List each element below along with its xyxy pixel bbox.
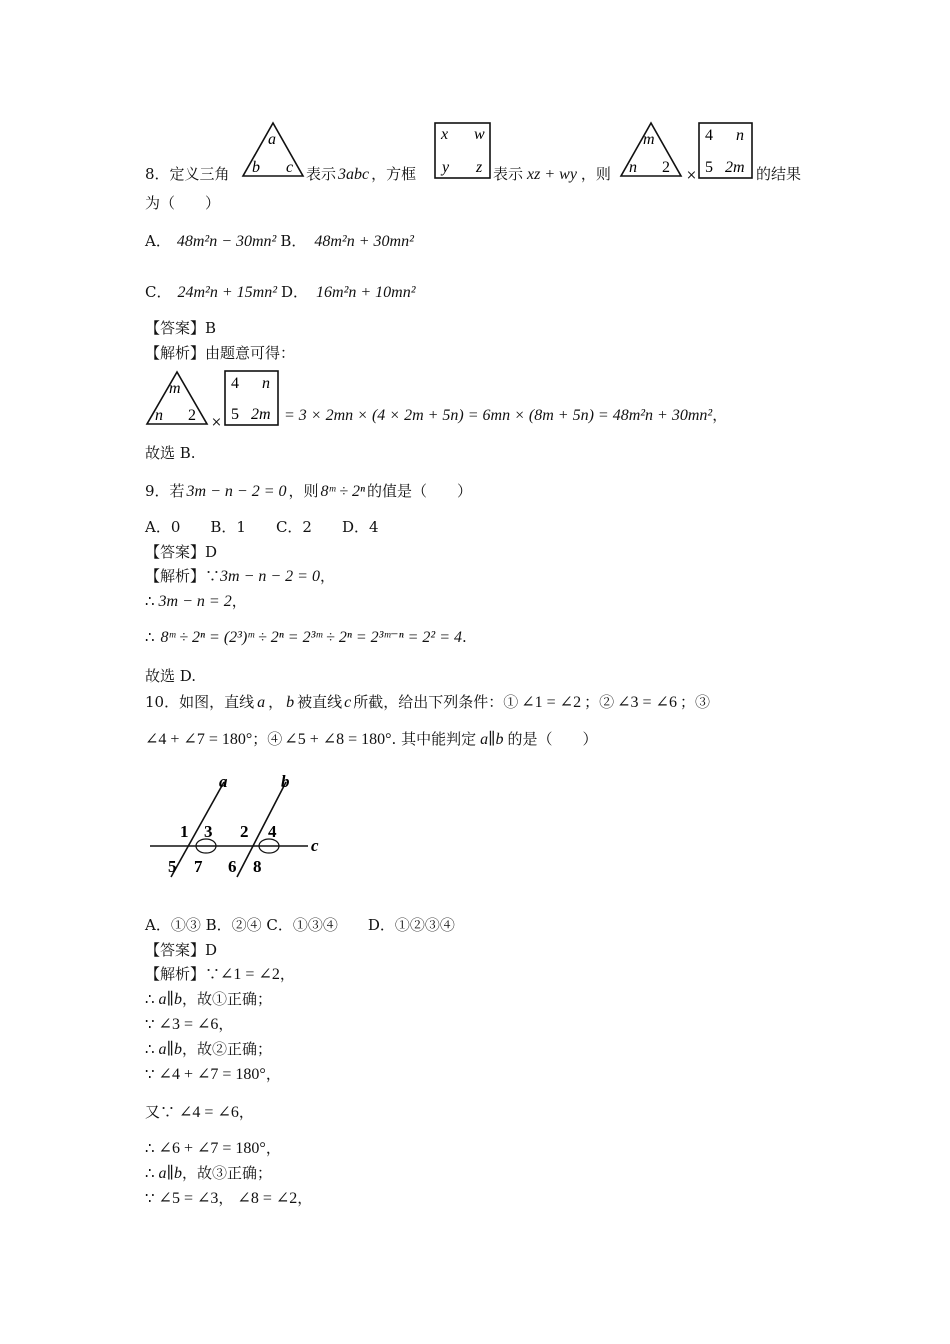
q8-text-result: 的结果 <box>756 165 802 183</box>
q10-r9-pre: ∵ <box>145 1189 155 1207</box>
q10-r9-end: ， <box>297 1189 313 1207</box>
q8-calculation: = 3 × 2mn × (4 × 2m + 5n) = 6mn × (8m + 5n) = 48m²n + 30mn² <box>284 407 713 424</box>
box-definition-figure <box>434 122 492 180</box>
q10-s3: ；④ <box>252 730 283 748</box>
fig-label-b: b <box>281 772 290 791</box>
q10-answer: 【答案】D <box>145 941 218 959</box>
box-45n2m-figure <box>698 122 754 180</box>
box2-br-label: 2m <box>725 159 745 176</box>
calc-box-br: 2m <box>251 406 271 423</box>
q8-option-b-label: B． <box>280 232 307 250</box>
q9-answer: 【答案】D <box>145 543 218 561</box>
q8-calc-end: ， <box>712 406 728 424</box>
q10-prefix: 10．如图，直线 <box>145 693 255 711</box>
q9-step2-end: ， <box>231 592 247 610</box>
q10-line-a: a <box>257 694 266 711</box>
fig-angle-1: 1 <box>180 822 189 841</box>
q8-option-b: 48m²n + 30mn² <box>314 233 414 250</box>
q10-mid: 被直线 <box>297 693 343 711</box>
calc-times: × <box>211 415 222 430</box>
fig-label-a: a <box>219 772 228 791</box>
q8-times: × <box>686 168 697 183</box>
q8-text-biaoshi2: 表示 <box>493 165 524 183</box>
q9-options: A．0 B．1 C．2 D．4 <box>145 518 379 536</box>
q8-text-ze: ，则 <box>580 165 611 183</box>
box-bl-label: y <box>442 159 450 176</box>
parallel-lines-figure <box>145 767 335 887</box>
q10-r6-pre: 又∵ <box>145 1103 176 1121</box>
fig-angle-3: 3 <box>204 822 213 841</box>
tri-right-label: c <box>286 159 294 176</box>
q10-cond-4: ∠5 + ∠8 = 180° <box>284 731 392 748</box>
q10-r5-end: ， <box>265 1065 281 1083</box>
q10-r6-end: ， <box>238 1103 254 1121</box>
q8-answer: 【答案】B <box>145 319 217 337</box>
q9-step1-end: ， <box>319 567 335 585</box>
q10-line-c: c <box>344 694 352 711</box>
q10-r3: ∠3 = ∠6 <box>158 1016 219 1033</box>
q10-l2-post: 的是（ ） <box>507 730 598 748</box>
q8-options-cd <box>145 282 416 303</box>
q10-stem-line1 <box>145 692 710 713</box>
q10-r1: ∠1 = ∠2 <box>220 966 280 983</box>
q9-prefix: 9．若 <box>145 482 185 500</box>
q9-therefore-2: ∴ <box>145 628 155 646</box>
calc-tri-left: n <box>155 407 163 424</box>
q8-option-a: 48m²n − 30mn² <box>176 233 277 250</box>
q9-expression: 8ᵐ ÷ 2ⁿ <box>320 483 366 500</box>
fig-label-c: c <box>311 836 319 855</box>
q8-line2: 为（ ） <box>145 194 221 212</box>
q10-l2-mid: . 其中能判定 <box>391 730 477 748</box>
calc-box-tl: 4 <box>231 375 239 392</box>
fig-angle-2: 2 <box>240 822 249 841</box>
q10-options: A．①③ B．②④ C．①③④ D．①②③④ <box>145 916 455 934</box>
q9-step3: 8ᵐ ÷ 2ⁿ = (2³)ᵐ ÷ 2ⁿ = 2³ᵐ ÷ 2ⁿ = 2³ᵐ⁻ⁿ = 2² = 4 <box>160 629 463 646</box>
q8-option-d-label: D． <box>280 283 309 301</box>
q10-r9-sep: ， <box>218 1189 234 1207</box>
q10-r8-pre: ∴ <box>145 1164 155 1182</box>
q8-prefix: 8．定义三角 <box>145 165 230 183</box>
box2-bl-label: 5 <box>705 159 713 176</box>
q10-cond-2: ∠3 = ∠6 <box>617 694 677 711</box>
q10-cond-1: ∠1 = ∠2 <box>521 694 582 711</box>
q10-line-b: b <box>286 694 295 711</box>
q10-r5-pre: ∵ <box>145 1065 155 1083</box>
fig-angle-5: 5 <box>168 857 177 876</box>
tri-left-label: b <box>252 159 260 176</box>
triangle-definition-figure <box>240 120 306 180</box>
calc-box-tr: n <box>262 375 270 392</box>
fig-angle-8: 8 <box>253 857 262 876</box>
box-tr-label: w <box>474 126 485 143</box>
q9-step2: 3m − n = 2 <box>158 593 232 610</box>
q8-option-c-label: C． <box>145 283 172 301</box>
q8-analysis-label: 【解析】由题意可得： <box>145 344 296 362</box>
q10-analysis-label: 【解析】∵ <box>145 965 221 983</box>
q10-s2: ；③ <box>679 693 710 711</box>
box2-tl-label: 4 <box>705 127 713 144</box>
q8-text-biaoshi: 表示 <box>306 165 337 183</box>
calc-triangle-figure <box>144 369 210 427</box>
triangle-mn2-figure <box>618 120 684 180</box>
q9-post: 的值是（ ） <box>367 482 473 500</box>
q10-stem-line2 <box>145 729 598 750</box>
q9-condition: 3m − n − 2 = 0 <box>186 483 287 500</box>
q10-r3-pre: ∵ <box>145 1015 155 1033</box>
q10-r4: a∥b <box>158 1041 182 1058</box>
q10-l1-post: 所截，给出下列条件：① <box>353 693 519 711</box>
q8-options-ab <box>145 231 414 252</box>
q8-option-c: 24m²n + 15mn² <box>177 284 277 301</box>
q10-r7-end: ， <box>265 1139 281 1157</box>
q10-r9a: ∠5 = ∠3 <box>158 1190 219 1207</box>
q10-r2: a∥b <box>158 991 182 1008</box>
tri2-right-label: 2 <box>662 159 670 176</box>
q9-mid: ，则 <box>288 482 319 500</box>
q10-parallel: a∥b <box>480 731 504 748</box>
q10-r1-end: ， <box>279 965 295 983</box>
q9-step1: 3m − n − 2 = 0 <box>220 568 320 585</box>
q10-r8: a∥b <box>158 1165 182 1182</box>
q10-r3-end: ， <box>218 1015 234 1033</box>
q10-cond-3: ∠4 + ∠7 = 180° <box>145 731 253 748</box>
q8-stem <box>145 164 230 184</box>
calc-tri-top: m <box>169 380 181 397</box>
q9-step3-end: . <box>462 628 467 646</box>
calc-tri-right: 2 <box>188 407 196 424</box>
q10-r8-end: ，故③正确； <box>181 1164 272 1182</box>
tri2-top-label: m <box>643 131 655 148</box>
q8-option-d: 16m²n + 10mn² <box>316 284 416 301</box>
q10-r4-end: ，故②正确； <box>181 1040 272 1058</box>
q9-conclude: 故选 D. <box>145 667 197 685</box>
box-tl-label: x <box>441 126 449 143</box>
calc-box-figure <box>224 370 280 427</box>
q9-analysis-label: 【解析】∵ <box>145 567 221 585</box>
tri2-left-label: n <box>629 159 637 176</box>
q9-therefore-1: ∴ <box>145 592 155 610</box>
q8-expr-xzwy: xz + wy <box>527 166 577 183</box>
q8-expr-3abc: 3abc <box>338 166 370 183</box>
tri-top-label: a <box>268 131 276 148</box>
calc-box-bl: 5 <box>231 406 239 423</box>
q9-stem <box>145 481 472 502</box>
fig-angle-7: 7 <box>194 857 203 876</box>
q10-r4-pre: ∴ <box>145 1040 155 1058</box>
q10-r2-pre: ∴ <box>145 990 155 1008</box>
q10-r9b: ∠8 = ∠2 <box>237 1190 298 1207</box>
fig-angle-6: 6 <box>228 857 237 876</box>
q10-r6: ∠4 = ∠6 <box>179 1104 239 1121</box>
q8-option-a-label: A． <box>145 232 171 250</box>
q10-r7-pre: ∴ <box>145 1139 155 1157</box>
box2-tr-label: n <box>736 127 744 144</box>
q10-sep: ， <box>268 693 284 711</box>
fig-angle-4: 4 <box>268 822 277 841</box>
q8-conclude: 故选 B. <box>145 444 196 462</box>
q8-text-fangkuang: ，方框 <box>371 165 417 183</box>
q10-r2-end: ，故①正确； <box>181 990 272 1008</box>
q10-r7: ∠6 + ∠7 = 180° <box>158 1140 266 1157</box>
box-br-label: z <box>476 159 483 176</box>
q10-r5: ∠4 + ∠7 = 180° <box>158 1066 266 1083</box>
q10-s1: ；② <box>584 693 615 711</box>
